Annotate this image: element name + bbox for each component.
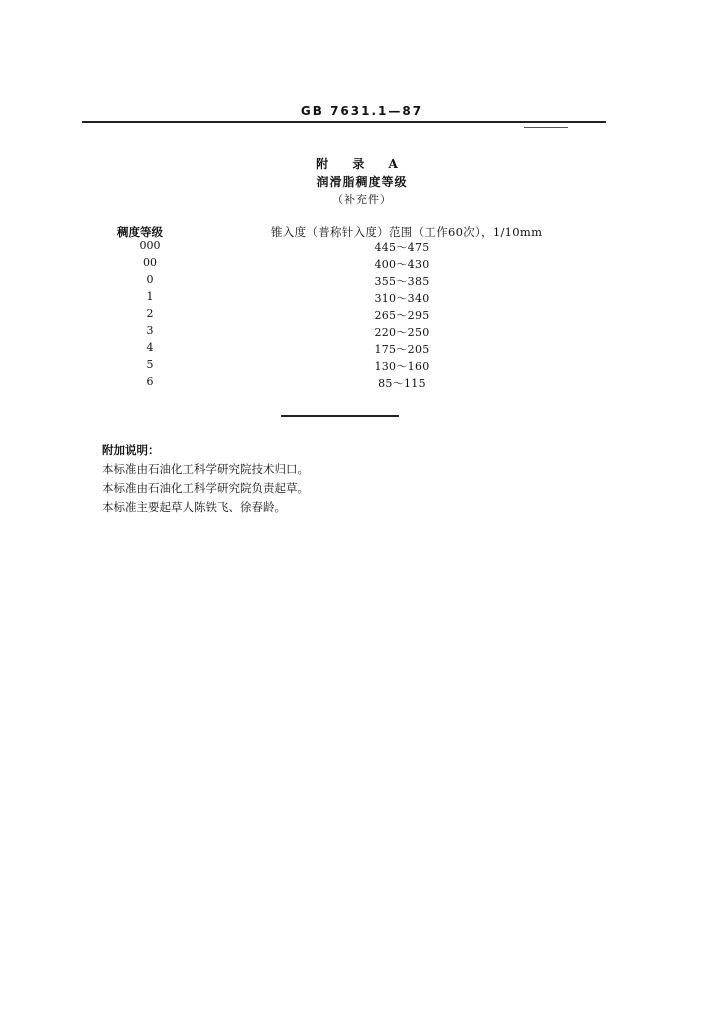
grade-cell: 0: [146, 273, 154, 286]
grade-cell: 00: [143, 256, 157, 269]
table-row: [0, 256, 724, 273]
appendix-note: （补充件）: [332, 193, 392, 206]
table-row: [0, 290, 724, 307]
range-cell: 400～430: [374, 258, 430, 271]
table-row: [0, 273, 724, 290]
grade-cell: 2: [146, 307, 154, 320]
range-cell: 310～340: [374, 292, 430, 305]
table-row: [0, 358, 724, 375]
appendix-label: 附 录 A: [316, 157, 408, 171]
range-cell: 265～295: [374, 309, 430, 322]
range-cell: 355～385: [374, 275, 430, 288]
grade-cell: 000: [139, 239, 161, 252]
range-cell: 175～205: [374, 343, 430, 356]
consistency-table: [0, 239, 724, 392]
range-cell: 445～475: [374, 241, 430, 254]
appendix-title: 润滑脂稠度等级: [316, 175, 408, 189]
table-row: [0, 324, 724, 341]
notes-line: 本标准由石油化工科学研究院技术归口。: [102, 462, 309, 476]
range-cell: 220～250: [374, 326, 430, 339]
grade-cell: 3: [146, 324, 154, 337]
range-cell: 130～160: [374, 360, 430, 373]
document-header-code: GB 7631.1—87: [300, 104, 424, 118]
header-rule-short: [524, 127, 568, 128]
table-header-range: 锥入度（普称针入度）范围（工作60次），1/10mm: [271, 225, 543, 239]
grade-cell: 5: [146, 358, 154, 371]
additional-notes: [102, 441, 309, 517]
grade-cell: 6: [146, 375, 154, 388]
grade-cell: 4: [146, 341, 154, 354]
header-rule: [82, 121, 606, 123]
notes-line: 本标准由石油化工科学研究院负责起草。: [102, 481, 309, 495]
table-row: [0, 307, 724, 324]
notes-title: 附加说明：: [102, 443, 160, 457]
table-row: [0, 375, 724, 392]
notes-line: 本标准主要起草人陈铁飞、徐春龄。: [102, 500, 286, 514]
table-row: [0, 341, 724, 358]
end-rule: [281, 415, 399, 417]
table-row: [0, 239, 724, 256]
range-cell: 85～115: [378, 377, 426, 390]
table-header-grade: 稠度等级: [117, 225, 163, 239]
grade-cell: 1: [146, 290, 154, 303]
